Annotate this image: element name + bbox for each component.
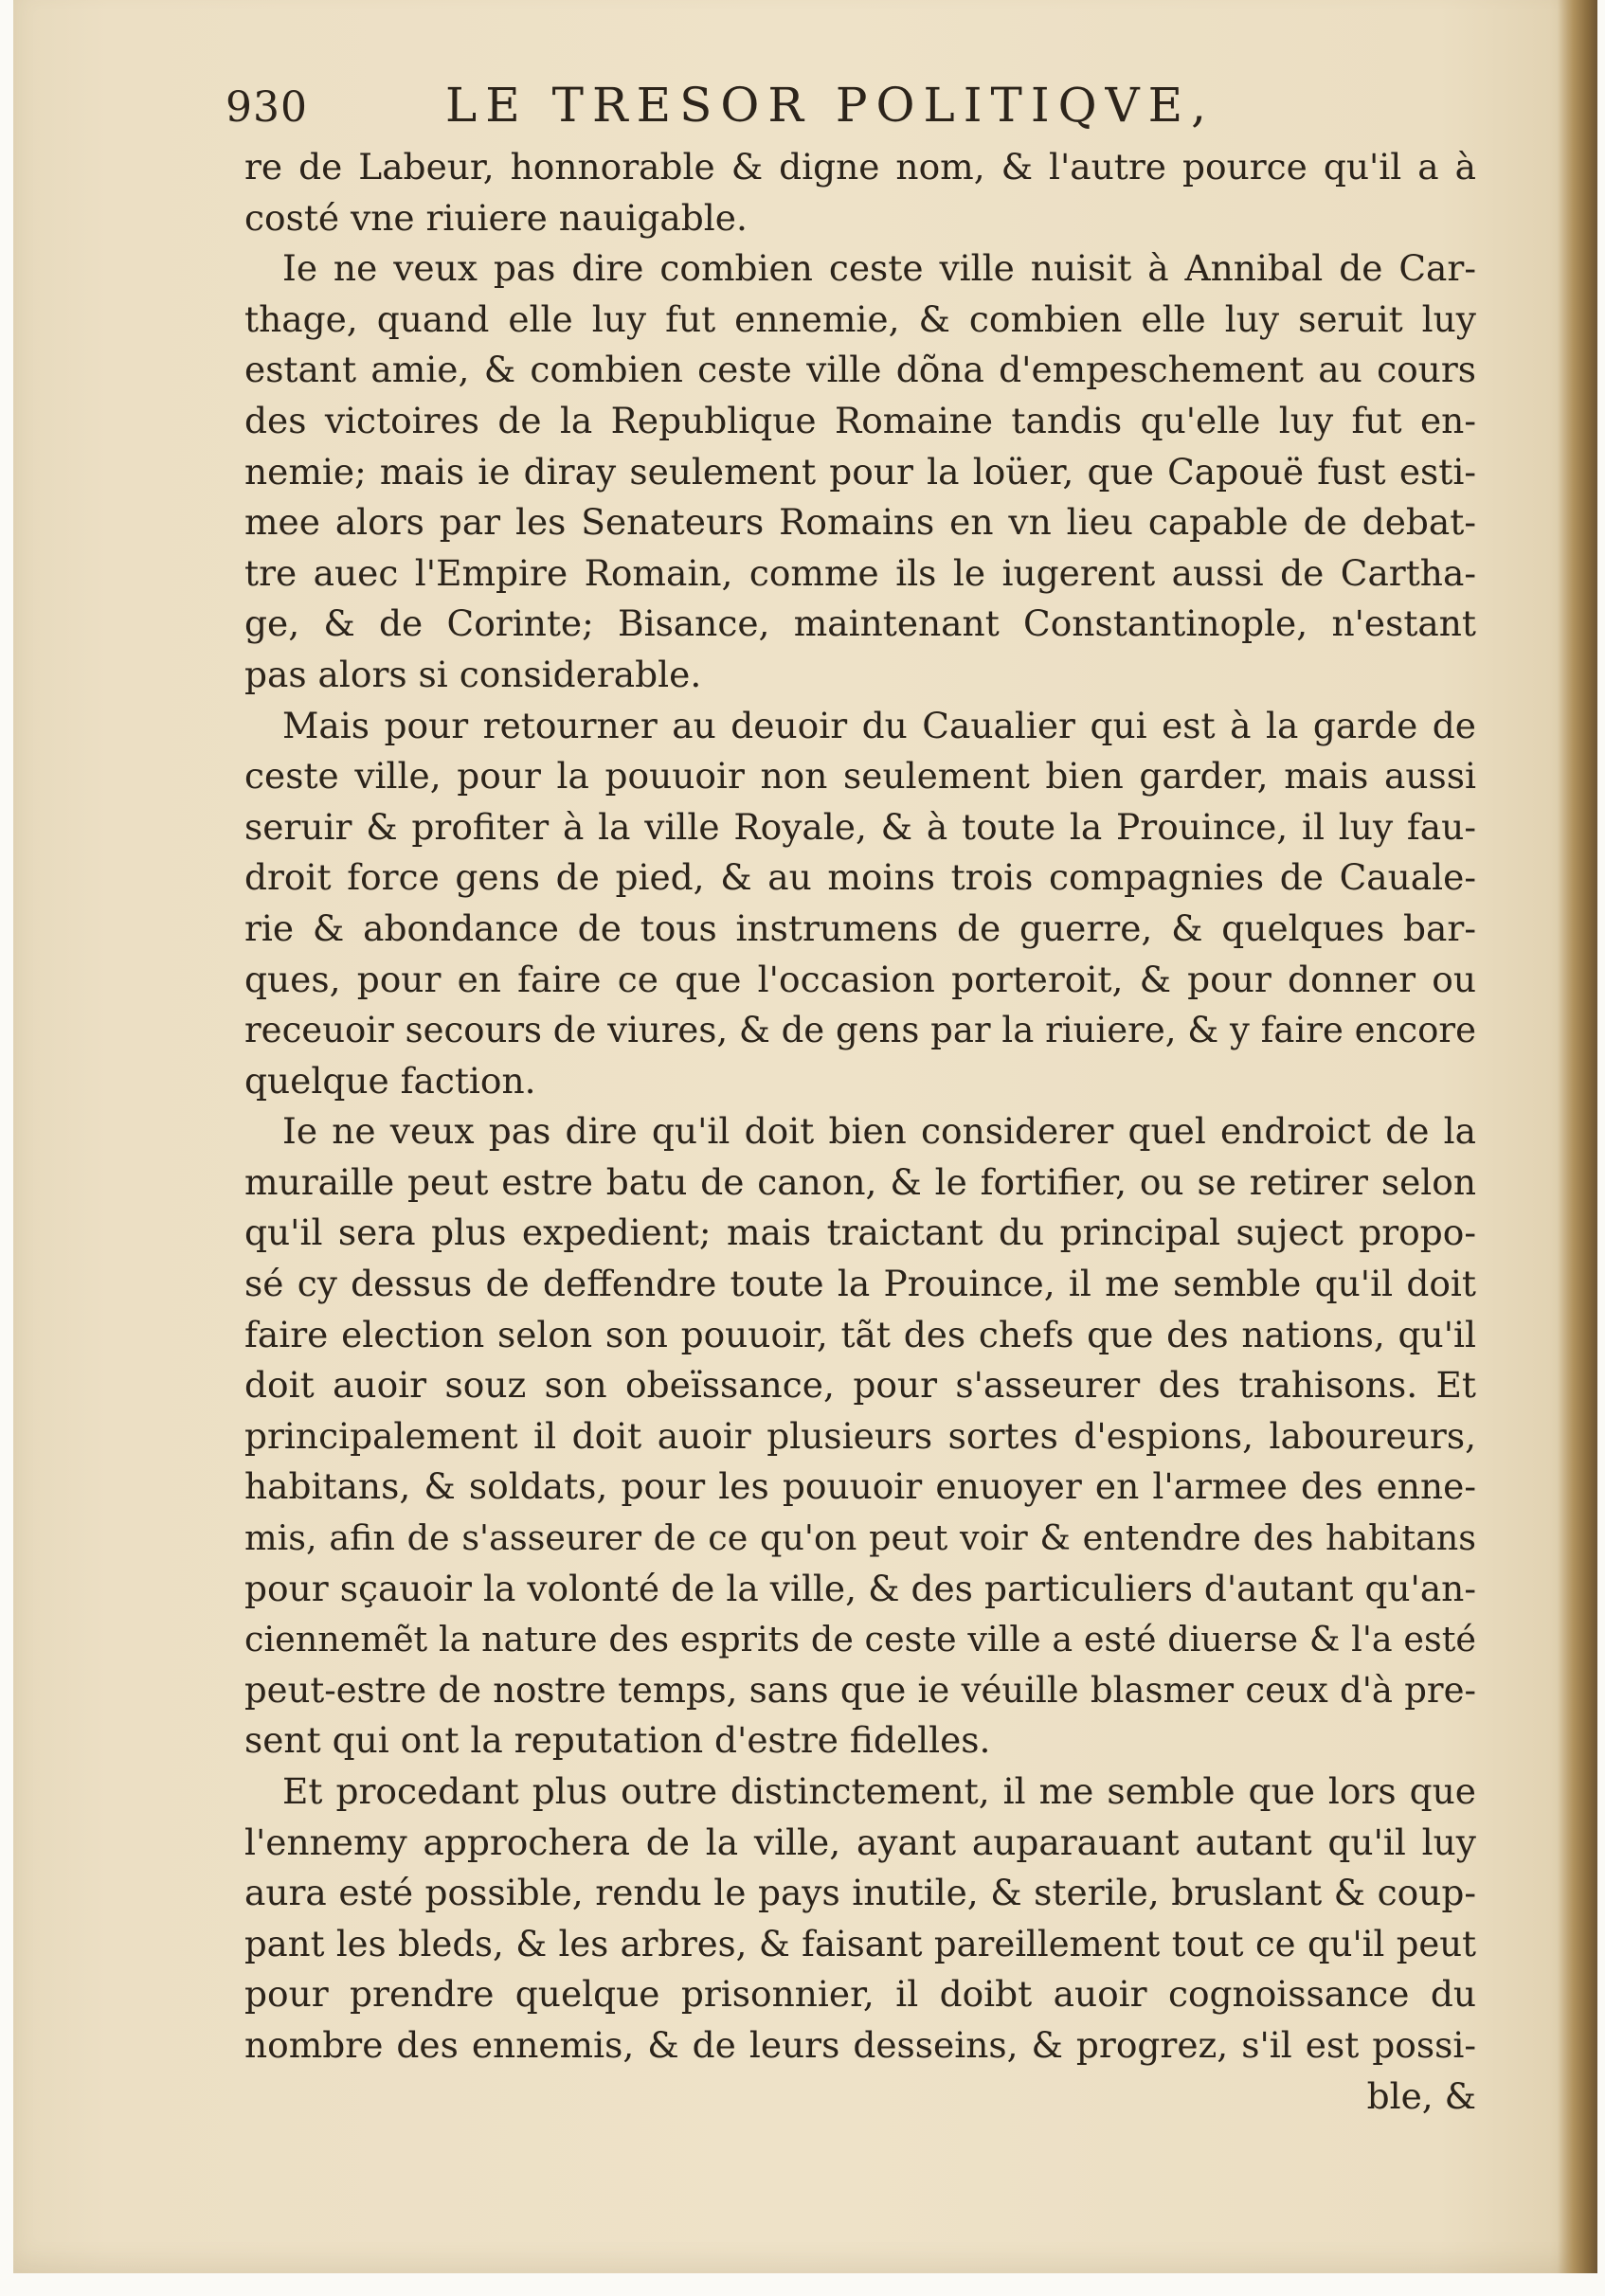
page-number: 930 bbox=[225, 83, 308, 132]
text-line: l'ennemy approchera de la ville, ayant auparauant autant qu'il luy bbox=[244, 1821, 1476, 1863]
text-line: des victoires de la Republique Romaine tandis qu'elle luy fut en- bbox=[244, 399, 1476, 441]
text-line: peut-estre de nostre temps, sans que ie véuille blasmer ceux d'à pre- bbox=[244, 1669, 1476, 1711]
text-line: Et procedant plus outre distinctement, il me semble que lors que bbox=[282, 1770, 1476, 1812]
body-text bbox=[244, 142, 1476, 2122]
text-line: mis, afin de s'asseurer de ce qu'on peut voir & entendre des habitans bbox=[244, 1517, 1476, 1559]
text-line: tre auec l'Empire Romain, comme ils le iugerent aussi de Cartha- bbox=[244, 551, 1476, 594]
text-line: seruir & profiter à la ville Royale, & à toute la Prouince, il luy fau- bbox=[244, 805, 1476, 848]
text-line: receuoir secours de viures, & de gens par la riuiere, & y faire encore bbox=[244, 1010, 1476, 1051]
text-line: pour prendre quelque prisonnier, il doibt auoir cognoissance du bbox=[244, 1973, 1476, 2016]
text-line: sé cy dessus de deffendre toute la Prouince, il me semble qu'il doit bbox=[244, 1263, 1476, 1305]
text-line: nombre des ennemis, & de leurs desseins, & progrez, s'il est possi- bbox=[244, 2023, 1476, 2066]
text-line: habitans, & soldats, pour les pouuoir enuoyer en l'armee des enne- bbox=[244, 1465, 1476, 1508]
text-line: aura esté possible, rendu le pays inutile, & sterile, bruslant & coup- bbox=[244, 1872, 1476, 1914]
book-page bbox=[13, 0, 1597, 2273]
text-line: ques, pour en faire ce que l'occasion porteroit, & pour donner ou bbox=[244, 958, 1476, 1000]
text-line: faire election selon son pouuoir, tãt des chefs que des nations, qu'il bbox=[244, 1313, 1476, 1355]
text-line: ciennemẽt la nature des esprits de ceste ville a esté diuerse & l'a esté bbox=[244, 1619, 1476, 1660]
text-line: Mais pour retourner au deuoir du Caualier qui est à la garde de bbox=[282, 704, 1476, 746]
text-line: Ie ne veux pas dire combien ceste ville nuisit à Annibal de Car- bbox=[282, 247, 1476, 290]
text-line: pant les bleds, & les arbres, & faisant pareillement tout ce qu'il peut bbox=[244, 1923, 1476, 1964]
text-line: droit force gens de pied, & au moins trois compagnies de Cauale- bbox=[244, 856, 1476, 899]
text-line: ceste ville, pour la pouuoir non seulement bien garder, mais aussi bbox=[244, 755, 1476, 798]
catchword-line: ble, & bbox=[1366, 2074, 1476, 2117]
text-line: pour sçauoir la volonté de la ville, & des particuliers d'autant qu'an- bbox=[244, 1567, 1476, 1609]
page-header bbox=[225, 78, 1344, 138]
text-line: rie & abondance de tous instrumens de guerre, & quelques bar- bbox=[244, 906, 1476, 949]
text-line: nemie; mais ie diray seulement pour la loüer, que Capouë fust esti- bbox=[244, 450, 1476, 493]
text-line: Ie ne veux pas dire qu'il doit bien considerer quel endroict de la bbox=[282, 1110, 1476, 1153]
text-line: re de Labeur, honnorable & digne nom, & l'autre pource qu'il a à bbox=[244, 146, 1476, 188]
page-gutter-shadow bbox=[1558, 0, 1597, 2273]
text-line: doit auoir souz son obeïssance, pour s'asseurer des trahisons. Et bbox=[244, 1364, 1476, 1407]
text-line: sent qui ont la reputation d'estre fidelles. bbox=[244, 1719, 991, 1762]
running-title: LE TRESOR POLITIQVE, bbox=[445, 78, 1216, 133]
text-line: mee alors par les Senateurs Romains en vn lieu capable de debat- bbox=[244, 501, 1476, 544]
text-line: ge, & de Corinte; Bisance, maintenant Constantinople, n'estant bbox=[244, 602, 1476, 645]
text-line: qu'il sera plus expedient; mais traictant du principal suject propo- bbox=[244, 1211, 1476, 1254]
text-line: pas alors si considerable. bbox=[244, 653, 702, 695]
text-line: thage, quand elle luy fut ennemie, & combien elle luy seruit luy bbox=[244, 297, 1476, 340]
text-line: estant amie, & combien ceste ville dõna d'empeschement au cours bbox=[244, 349, 1476, 391]
text-line: principalement il doit auoir plusieurs sortes d'espions, laboureurs, bbox=[244, 1414, 1476, 1457]
text-line: muraille peut estre batu de canon, & le fortifier, ou se retirer selon bbox=[244, 1160, 1476, 1203]
text-line: costé vne riuiere nauigable. bbox=[244, 196, 748, 239]
text-line: quelque faction. bbox=[244, 1059, 536, 1102]
